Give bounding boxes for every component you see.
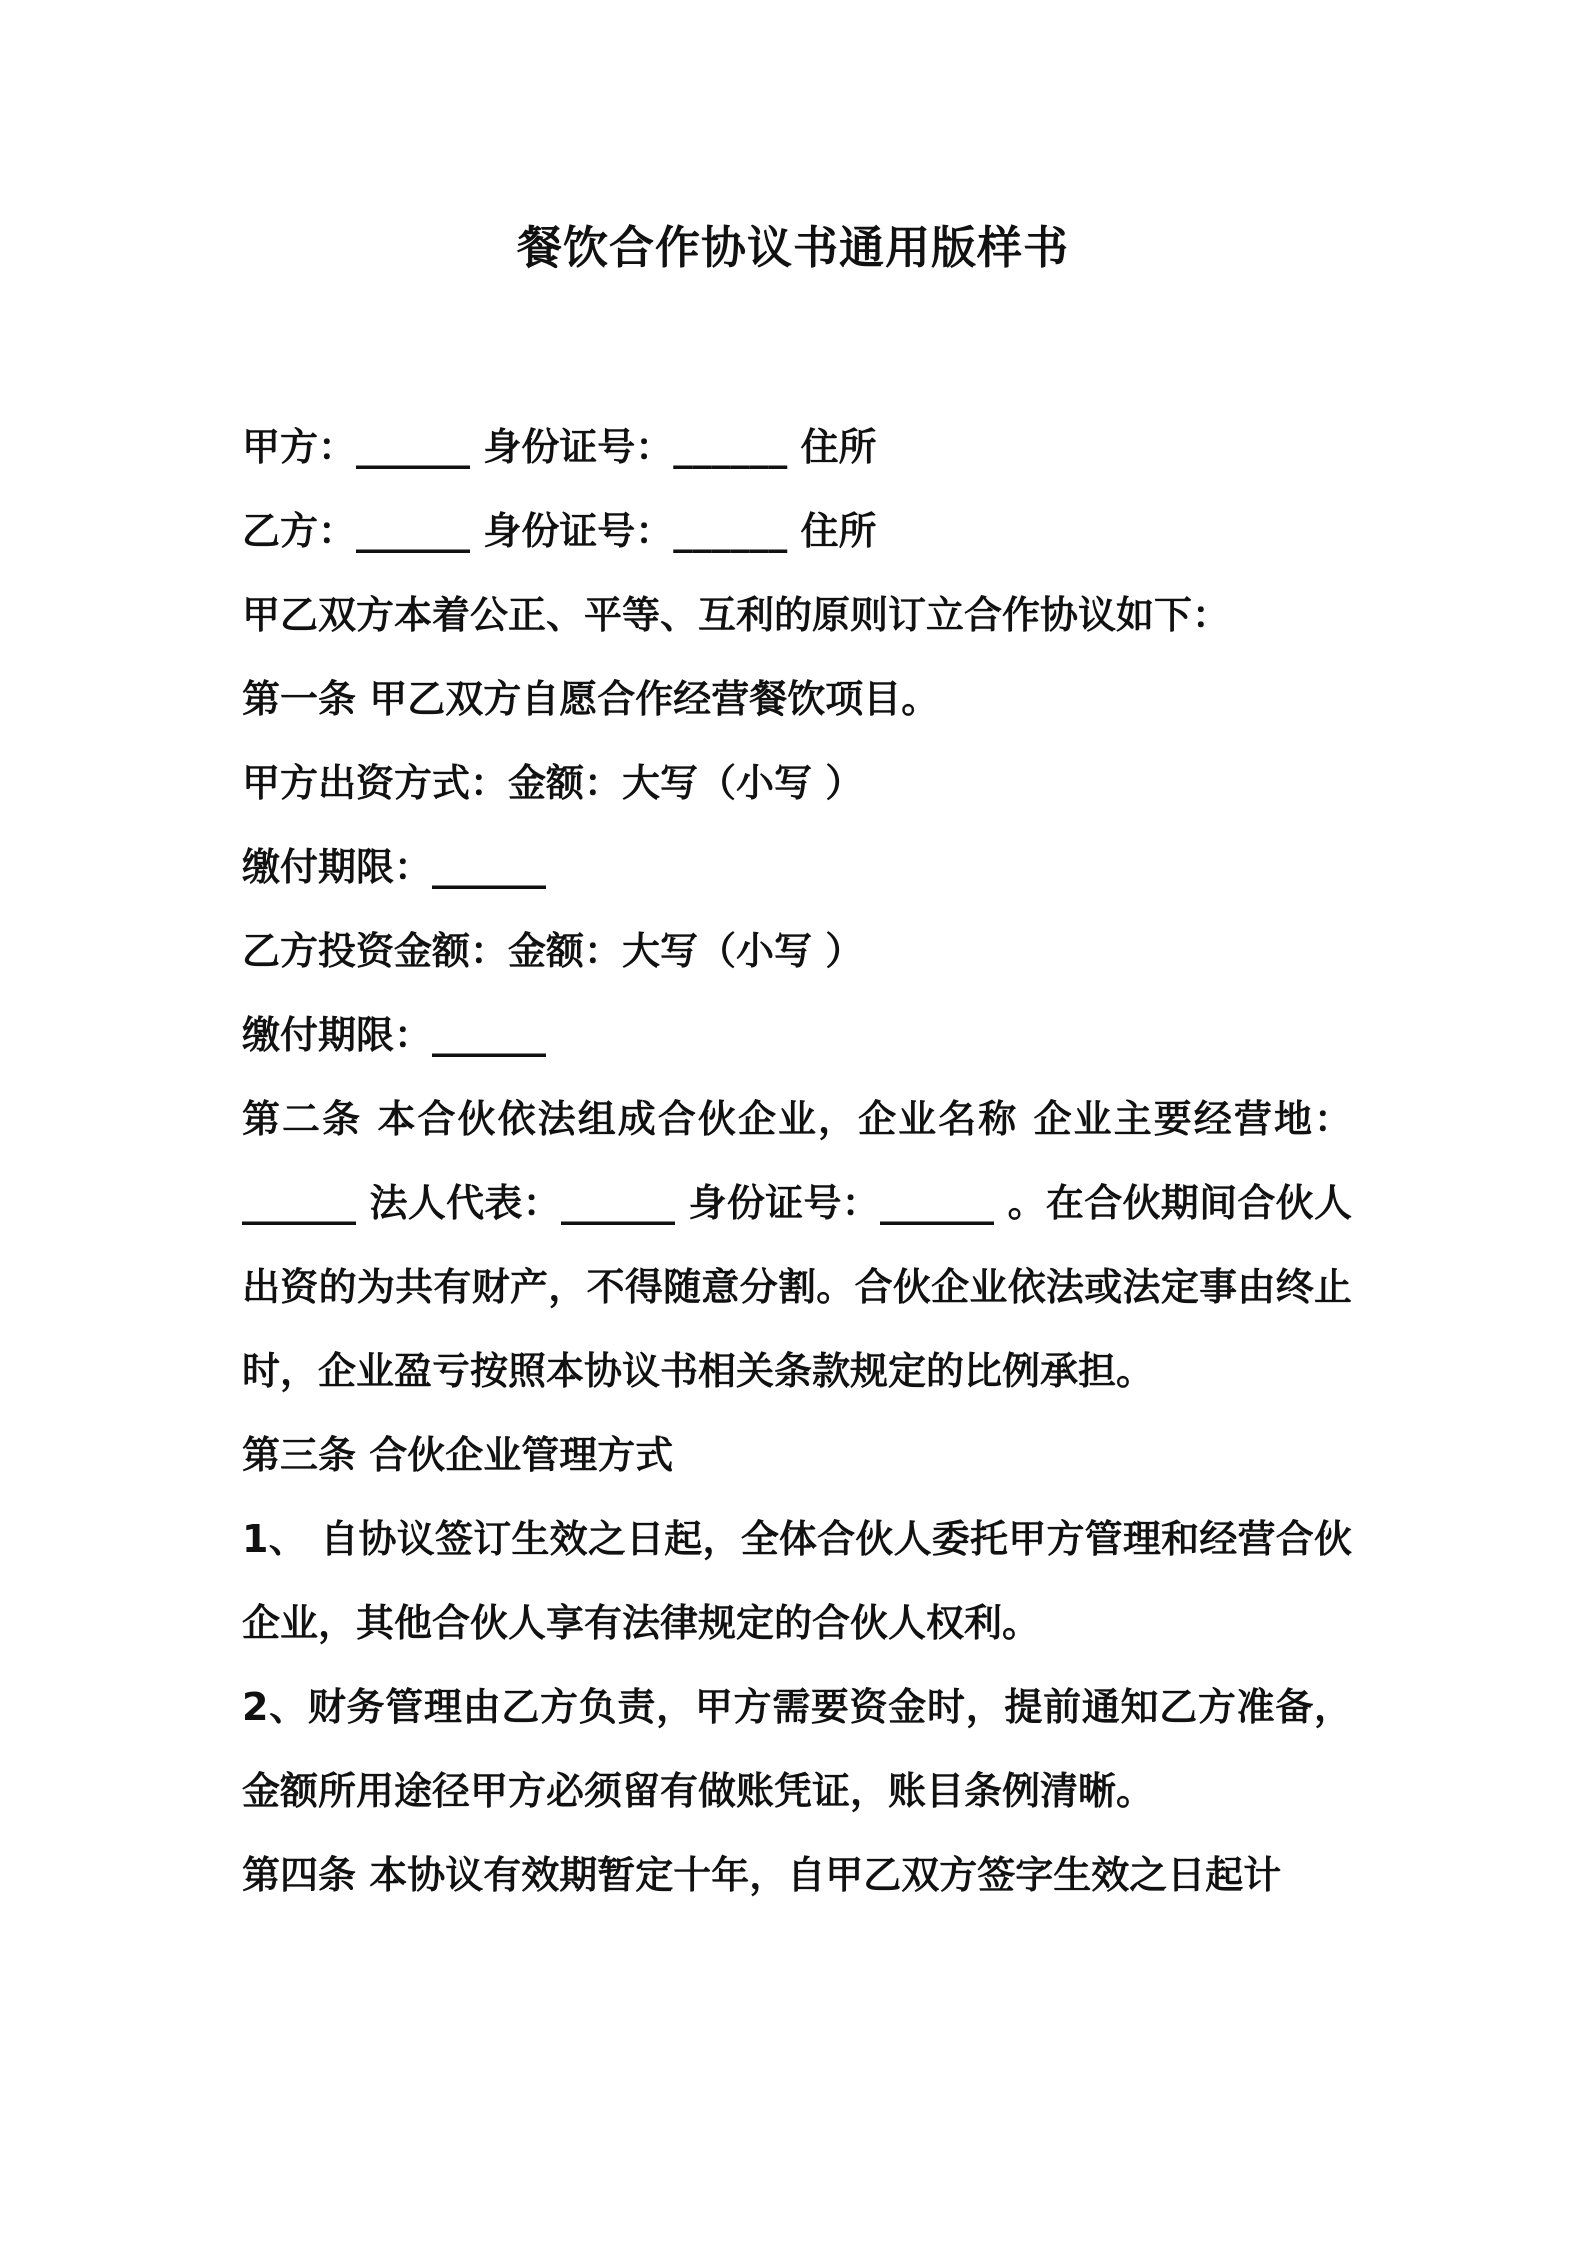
party-a-line: 甲方：______ 身份证号：______ 住所 bbox=[242, 425, 877, 469]
article-1-line: 第一条 甲乙双方自愿合作经营餐饮项目。 bbox=[242, 677, 940, 721]
article-2-paragraph: 第二条 本合伙依法组成合伙企业，企业名称 企业主要经营地：______ 法人代表：______ 身份证号：______ 。在合伙期间合伙人出资的为共有财产，不得随意分割。合伙企业依法或法定事由终止时，企业盈亏按照本协议书相关条款规定的比例承担。 bbox=[242, 1097, 1352, 1393]
document-title: 餐饮合作协议书通用版样书 bbox=[516, 221, 1069, 274]
article-3-item-1: 1、 自协议签订生效之日起，全体合伙人委托甲方管理和经营合伙企业，其他合伙人享有法律规定的合伙人权利。 bbox=[242, 1517, 1352, 1645]
article-3-item-2: 2、财务管理由乙方负责，甲方需要资金时，提前通知乙方准备，金额所用途径甲方必须留有做账凭证，账目条例清晰。 bbox=[242, 1685, 1352, 1813]
document-body bbox=[242, 405, 1352, 1917]
article-3-title: 第三条 合伙企业管理方式 bbox=[242, 1433, 674, 1477]
preamble-line: 甲乙双方本着公正、平等、互利的原则订立合作协议如下： bbox=[242, 593, 1231, 637]
party-b-investment-line: 乙方投资金额：金额：大写（小写 ） bbox=[242, 929, 864, 973]
party-a-payment-deadline-line: 缴付期限：______ bbox=[242, 845, 547, 889]
party-a-contribution-line: 甲方出资方式：金额：大写（小写 ） bbox=[242, 761, 864, 805]
party-b-payment-deadline-line: 缴付期限：______ bbox=[242, 1013, 547, 1057]
article-4-paragraph: 第四条 本协议有效期暂定十年，自甲乙双方签字生效之日起计 bbox=[242, 1853, 1282, 1897]
party-b-line: 乙方：______ 身份证号：______ 住所 bbox=[242, 509, 877, 553]
